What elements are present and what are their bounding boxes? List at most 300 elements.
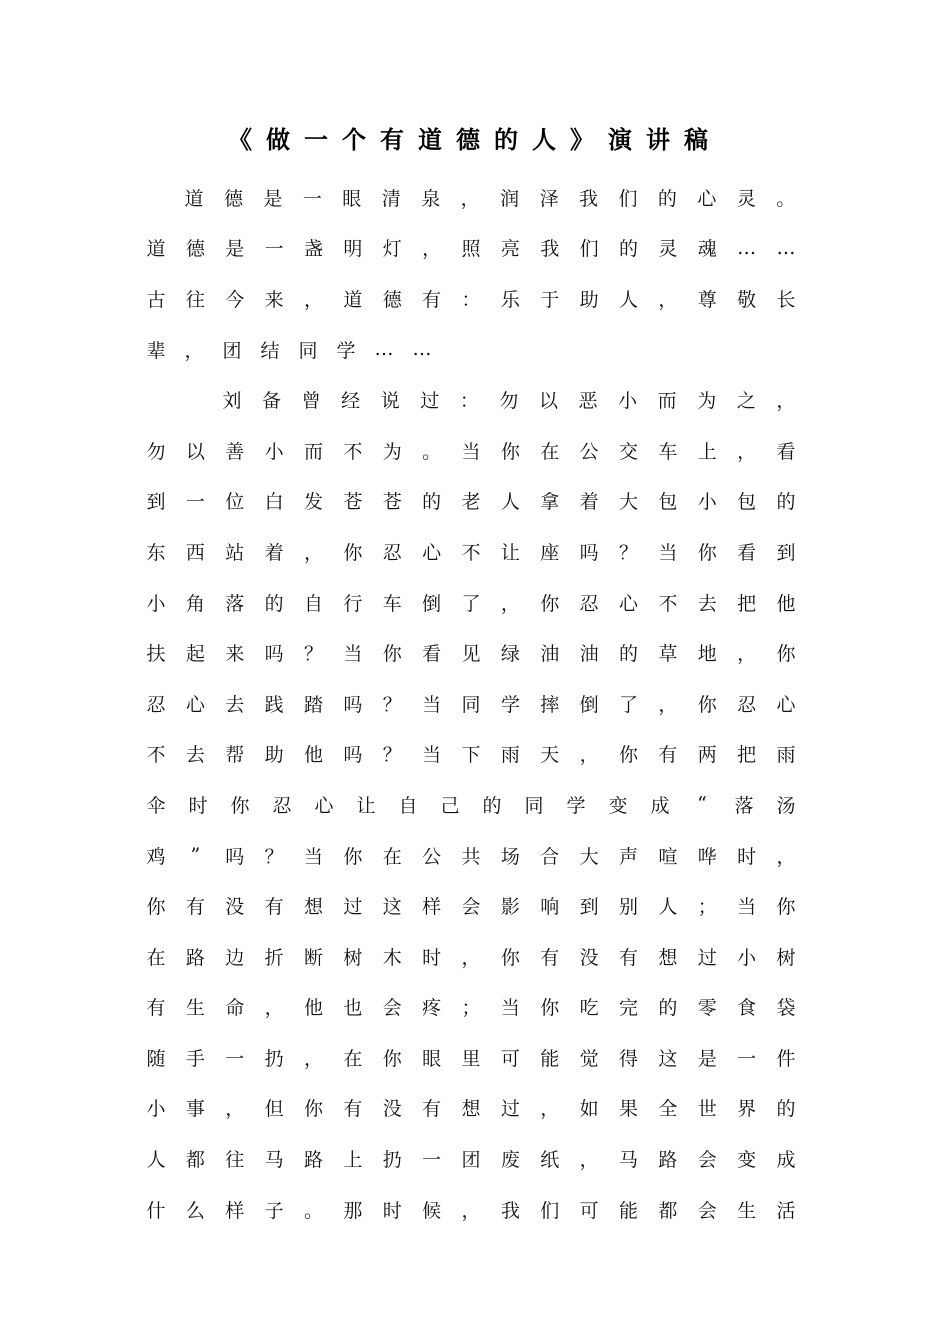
text-char: 么: [185, 1199, 205, 1222]
text-char: 忍: [272, 794, 292, 817]
text-char: 我: [500, 1199, 520, 1222]
text-char: 车: [382, 592, 402, 615]
text-char: 吗: [225, 845, 245, 868]
text-char: 过: [697, 946, 717, 969]
text-char: 为: [697, 390, 717, 413]
text-char: 倒: [579, 693, 599, 716]
text-line: [146, 779, 796, 830]
text-char: 帮: [225, 744, 245, 767]
text-char: 忍: [579, 592, 599, 615]
text-char: 灵: [658, 238, 678, 261]
text-char: 心: [422, 541, 442, 564]
text-char: 学: [566, 794, 586, 817]
text-char: ？: [303, 643, 323, 666]
text-char: 有: [618, 946, 638, 969]
text-char: 世: [697, 1098, 717, 1121]
text-char: 汤: [776, 794, 796, 817]
text-char: 上: [697, 440, 717, 463]
text-char: 去: [697, 592, 717, 615]
text-char: 树: [343, 946, 363, 969]
text-char: 没: [382, 1098, 402, 1121]
text-char: 果: [618, 1098, 638, 1121]
text-char: 当: [343, 643, 363, 666]
text-char: 吗: [343, 744, 363, 767]
text-char: 在: [382, 845, 402, 868]
document-title: 《做一个有道德的人》演讲稿: [228, 125, 722, 154]
text-char: 马: [618, 1149, 638, 1172]
text-char: 是: [263, 187, 283, 210]
text-char: 时: [422, 946, 442, 969]
text-char: 共: [461, 845, 481, 868]
text-char: 里: [461, 1047, 481, 1070]
text-char: 过: [500, 1098, 520, 1121]
text-char: ，: [540, 1098, 560, 1121]
text-char: 小: [146, 1098, 166, 1121]
text-char: ，: [461, 1199, 481, 1222]
text-char: 。: [422, 440, 442, 463]
text-char: 的: [657, 187, 677, 210]
text-char: ，: [737, 643, 757, 666]
text-char: 灯: [382, 238, 402, 261]
text-char: 你: [146, 896, 166, 919]
text-line: [146, 1083, 796, 1134]
text-char: ？: [618, 541, 638, 564]
text-char: 在: [146, 946, 166, 969]
text-char: 当: [422, 744, 442, 767]
text-char: ，: [737, 440, 757, 463]
text-char: 有: [185, 896, 205, 919]
text-char: 吃: [579, 997, 599, 1020]
text-char: 德: [223, 187, 243, 210]
text-char: 命: [225, 997, 245, 1020]
text-char: 件: [776, 1047, 796, 1070]
text-char: 候: [422, 1199, 442, 1222]
text-char: 纸: [540, 1149, 560, 1172]
text-char: 来: [225, 643, 245, 666]
text-line: [146, 830, 796, 881]
text-char: 马: [264, 1149, 284, 1172]
text-char: 同: [524, 794, 544, 817]
text-char: 当: [658, 541, 678, 564]
text-char: 也: [343, 997, 363, 1020]
text-char: 想: [658, 946, 678, 969]
text-char: 样: [422, 896, 442, 919]
text-char: ，: [460, 187, 480, 210]
text-char: 明: [343, 238, 363, 261]
text-char: 们: [540, 1199, 560, 1222]
text-char: 去: [225, 693, 245, 716]
text-char: 全: [658, 1098, 678, 1121]
text-char: 边: [225, 946, 245, 969]
text-char: 随: [146, 1047, 166, 1070]
text-char: 东: [146, 541, 166, 564]
text-char: 有: [264, 896, 284, 919]
text-char: …: [374, 338, 394, 361]
text-char: 为: [382, 440, 402, 463]
text-char: 德: [185, 238, 205, 261]
text-char: 木: [382, 946, 402, 969]
text-char: 心: [697, 187, 717, 210]
text-char: 在: [540, 440, 560, 463]
text-char: 什: [146, 1199, 166, 1222]
text-char: 上: [343, 1149, 363, 1172]
text-char: 行: [343, 592, 363, 615]
text-char: 车: [658, 440, 678, 463]
text-char: 助: [264, 744, 284, 767]
text-line: [146, 1032, 796, 1083]
text-char: 零: [697, 997, 717, 1020]
text-char: 眼: [422, 1047, 442, 1070]
text-char: 着: [579, 491, 599, 514]
text-line: [146, 172, 796, 223]
text-char: 辈: [146, 339, 166, 362]
text-char: 手: [185, 1047, 205, 1070]
text-char: 包: [658, 491, 678, 514]
text-char: ，: [461, 946, 481, 969]
text-char: 成: [776, 1149, 796, 1172]
text-char: 你: [618, 744, 638, 767]
text-char: ，: [303, 541, 323, 564]
text-char: 喧: [658, 845, 678, 868]
text-char: 踏: [303, 693, 323, 716]
text-char: 活: [776, 1199, 796, 1222]
text-char: 你: [343, 845, 363, 868]
text-char: 苍: [382, 491, 402, 514]
text-char: 落: [225, 592, 245, 615]
text-char: 到: [776, 541, 796, 564]
text-char: 照: [461, 238, 481, 261]
text-char: 变: [608, 794, 628, 817]
text-char: 了: [461, 592, 481, 615]
text-char: 的: [482, 794, 502, 817]
text-line: [146, 324, 796, 375]
text-line: [146, 982, 796, 1033]
text-line: [146, 223, 796, 274]
text-char: 而: [657, 390, 677, 413]
text-char: 如: [579, 1098, 599, 1121]
text-char: 你: [230, 794, 250, 817]
text-char: 别: [618, 896, 638, 919]
text-char: ，: [303, 1047, 323, 1070]
text-char: 你: [500, 946, 520, 969]
text-char: 时: [188, 794, 208, 817]
text-char: 敬: [737, 288, 757, 311]
text-char: 道: [146, 238, 166, 261]
text-char: 当: [737, 896, 757, 919]
text-char: 吗: [343, 693, 363, 716]
text-char: 变: [737, 1149, 757, 1172]
text-char: …: [737, 236, 757, 259]
text-char: 见: [461, 643, 481, 666]
text-char: 往: [225, 1149, 245, 1172]
text-char: 古: [146, 288, 166, 311]
text-char: 人: [146, 1149, 166, 1172]
text-char: 疼: [422, 997, 442, 1020]
text-char: 不: [343, 440, 363, 463]
text-char: 泽: [539, 187, 559, 210]
text-char: 一: [185, 491, 205, 514]
text-char: 子: [264, 1199, 284, 1222]
text-char: 位: [225, 491, 245, 514]
text-char: 雨: [776, 744, 796, 767]
text-char: 可: [579, 1199, 599, 1222]
text-char: 润: [500, 187, 520, 210]
text-char: 到: [579, 896, 599, 919]
text-char: 你: [697, 541, 717, 564]
text-char: 小: [697, 491, 717, 514]
text-char: 团: [461, 1149, 481, 1172]
text-char: 包: [737, 491, 757, 514]
text-char: 扔: [382, 1149, 402, 1172]
text-char: 苍: [343, 491, 363, 514]
text-char: 影: [500, 896, 520, 919]
text-char: 会: [461, 896, 481, 919]
text-char: 的: [776, 1098, 796, 1121]
text-line: [146, 1133, 796, 1184]
text-char: 善: [225, 440, 245, 463]
text-char: …: [412, 338, 432, 361]
text-char: 你: [776, 643, 796, 666]
text-char: 道: [343, 288, 363, 311]
text-char: 起: [185, 643, 205, 666]
text-char: 路: [658, 1149, 678, 1172]
text-char: 是: [225, 238, 245, 261]
text-char: 他: [776, 592, 796, 615]
text-char: 当: [422, 693, 442, 716]
text-char: 往: [185, 288, 205, 311]
text-char: 公: [579, 440, 599, 463]
text-char: 到: [146, 491, 166, 514]
text-char: 小: [264, 440, 284, 463]
text-char: 路: [185, 946, 205, 969]
text-char: 这: [382, 896, 402, 919]
text-char: 我: [540, 238, 560, 261]
text-line: [146, 476, 796, 527]
text-char: 你: [540, 997, 560, 1020]
text-char: 成: [650, 794, 670, 817]
text-char: 的: [422, 491, 442, 514]
text-char: 可: [500, 1047, 520, 1070]
text-char: ，: [776, 390, 796, 413]
text-char: 。: [303, 1199, 323, 1222]
text-char: 鸡: [146, 845, 166, 868]
text-char: 己: [440, 794, 460, 817]
text-char: 得: [618, 1047, 638, 1070]
text-char: 油: [579, 643, 599, 666]
text-line: [146, 577, 796, 628]
text-char: ；: [461, 997, 481, 1020]
text-char: 拿: [540, 491, 560, 514]
text-char: 不: [461, 541, 481, 564]
text-line: [146, 627, 796, 678]
text-char: 油: [540, 643, 560, 666]
text-char: 不: [658, 592, 678, 615]
text-char: 交: [618, 440, 638, 463]
text-char: 天: [540, 744, 560, 767]
text-char: 团: [222, 339, 242, 362]
text-char: 的: [618, 238, 638, 261]
text-char: 公: [422, 845, 442, 868]
text-char: 当: [500, 997, 520, 1020]
text-char: 有: [422, 288, 442, 311]
text-char: 同: [298, 339, 318, 362]
text-char: ：: [459, 390, 479, 413]
text-char: 下: [461, 744, 481, 767]
text-char: 但: [264, 1098, 284, 1121]
text-char: 地: [697, 643, 717, 666]
text-char: 恶: [578, 390, 598, 413]
text-line: [146, 374, 796, 425]
text-char: 以: [538, 390, 558, 413]
text-char: 看: [422, 643, 442, 666]
text-char: 尊: [697, 288, 717, 311]
text-char: 说: [380, 390, 400, 413]
text-char: 时: [382, 1199, 402, 1222]
text-line: [146, 273, 796, 324]
text-char: 曾: [301, 390, 321, 413]
text-char: 袋: [776, 997, 796, 1020]
text-char: 自: [398, 794, 418, 817]
text-char: 一: [422, 1149, 442, 1172]
text-char: 践: [264, 693, 284, 716]
text-char: 你: [540, 592, 560, 615]
text-char: 把: [737, 744, 757, 767]
text-line: [146, 1184, 796, 1235]
text-char: 学: [500, 693, 520, 716]
text-char: 吗: [579, 541, 599, 564]
text-char: 事: [185, 1098, 205, 1121]
text-char: 结: [260, 339, 280, 362]
text-char: 着: [264, 541, 284, 564]
text-char: 人: [500, 491, 520, 514]
text-char: ”: [190, 844, 201, 867]
text-char: 小: [737, 946, 757, 969]
text-char: 没: [225, 896, 245, 919]
text-char: 心: [185, 693, 205, 716]
text-char: 学: [336, 339, 356, 362]
text-char: ，: [225, 1098, 245, 1121]
text-char: ，: [422, 238, 442, 261]
text-char: 路: [303, 1149, 323, 1172]
text-char: 的: [618, 643, 638, 666]
text-char: ，: [579, 744, 599, 767]
text-char: 能: [618, 1199, 638, 1222]
text-char: 老: [461, 491, 481, 514]
text-char: 小: [618, 390, 638, 413]
text-char: 看: [776, 440, 796, 463]
text-char: ？: [264, 845, 284, 868]
text-line: [146, 931, 796, 982]
text-line: [146, 678, 796, 729]
text-char: 倒: [422, 592, 442, 615]
text-char: 落: [734, 794, 754, 817]
text-char: 生: [737, 1199, 757, 1222]
text-char: 草: [658, 643, 678, 666]
text-char: 们: [579, 238, 599, 261]
text-char: 的: [776, 491, 796, 514]
text-char: 人: [658, 896, 678, 919]
text-char: 在: [343, 1047, 363, 1070]
text-line: [146, 526, 796, 577]
text-char: 长: [776, 288, 796, 311]
text-char: 之: [736, 390, 756, 413]
text-char: 清: [381, 187, 401, 210]
text-char: 亮: [500, 238, 520, 261]
text-char: 灵: [736, 187, 756, 210]
text-line: [146, 880, 796, 931]
text-char: 都: [658, 1199, 678, 1222]
text-char: 有: [146, 997, 166, 1020]
text-char: 助: [579, 288, 599, 311]
text-char: 界: [737, 1098, 757, 1121]
text-char: 雨: [500, 744, 520, 767]
text-char: 没: [579, 946, 599, 969]
text-char: 同: [461, 693, 481, 716]
text-char: 绿: [500, 643, 520, 666]
text-char: 断: [303, 946, 323, 969]
text-char: 眼: [342, 187, 362, 210]
text-char: 了: [618, 693, 638, 716]
text-char: 去: [185, 744, 205, 767]
text-char: ，: [303, 288, 323, 311]
text-char: 勿: [146, 440, 166, 463]
text-char: ，: [184, 339, 204, 362]
text-char: 自: [303, 592, 323, 615]
text-char: 折: [264, 946, 284, 969]
text-char: 一: [264, 238, 284, 261]
text-char: 小: [146, 592, 166, 615]
document-body: [146, 172, 796, 1234]
text-char: 的: [264, 592, 284, 615]
text-char: 人: [618, 288, 638, 311]
text-char: 你: [343, 541, 363, 564]
text-char: 想: [303, 896, 323, 919]
text-char: …: [776, 236, 796, 259]
text-char: 伞: [146, 794, 166, 817]
text-char: “: [697, 793, 707, 816]
text-char: 觉: [579, 1047, 599, 1070]
text-char: 都: [185, 1149, 205, 1172]
text-char: 生: [185, 997, 205, 1020]
text-char: 忍: [146, 693, 166, 716]
text-char: 来: [264, 288, 284, 311]
text-char: ，: [579, 1149, 599, 1172]
text-char: ；: [697, 896, 717, 919]
text-char: 备: [262, 390, 282, 413]
text-char: 德: [382, 288, 402, 311]
text-char: 合: [540, 845, 560, 868]
text-char: 你: [382, 643, 402, 666]
text-char: 乐: [500, 288, 520, 311]
text-char: 哗: [697, 845, 717, 868]
text-char: 你: [697, 693, 717, 716]
text-char: 西: [185, 541, 205, 564]
text-char: 你: [303, 1098, 323, 1121]
text-char: 角: [185, 592, 205, 615]
text-char: 不: [146, 744, 166, 767]
text-char: 大: [579, 845, 599, 868]
text-char: 吗: [264, 643, 284, 666]
text-char: 时: [737, 845, 757, 868]
text-char: 今: [225, 288, 245, 311]
text-char: 过: [420, 390, 440, 413]
text-char: 我: [579, 187, 599, 210]
text-char: 忍: [737, 693, 757, 716]
text-char: 当: [461, 440, 481, 463]
text-char: 样: [225, 1199, 245, 1222]
text-char: 那: [343, 1199, 363, 1222]
text-char: 盏: [303, 238, 323, 261]
